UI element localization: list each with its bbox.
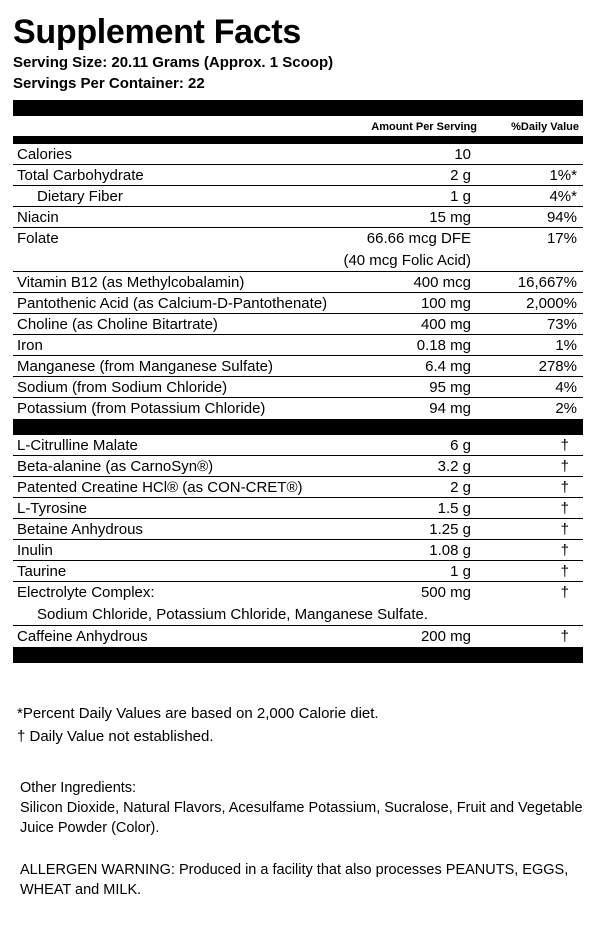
blend-row-creatine-hcl <box>13 477 583 498</box>
nutrient-amount: 0.18 mg <box>416 337 471 354</box>
dagger-footnote: † Daily Value not established. <box>17 728 214 745</box>
ingredient-amount: 1.5 g <box>437 500 471 517</box>
panel-title: Supplement Facts <box>13 13 302 51</box>
nutrient-row-vitamin-b12 <box>13 272 583 293</box>
folate-amount-folic-acid: (40 mcg Folic Acid) <box>343 252 471 269</box>
ingredient-amount: 6 g <box>450 437 471 454</box>
nutrient-row-iron <box>13 335 583 356</box>
nutrient-row-total-carbohydrate <box>13 165 583 186</box>
nutrient-amount: 400 mcg <box>413 274 471 291</box>
ingredient-amount: 1 g <box>450 563 471 580</box>
ingredient-amount: 1.25 g <box>429 521 471 538</box>
nutrient-amount: 1 g <box>450 188 471 205</box>
daily-value-column-label: %Daily Value <box>511 121 579 133</box>
ingredient-name: Beta-alanine (as CarnoSyn®) <box>17 458 214 475</box>
ingredient-name: Taurine <box>17 563 67 580</box>
servings-per-container: Servings Per Container: 22 <box>13 75 205 92</box>
nutrient-name: Iron <box>17 337 43 354</box>
nutrient-amount: 100 mg <box>420 295 471 312</box>
ingredient-name: Inulin <box>17 542 53 559</box>
nutrient-name: Niacin <box>17 209 59 226</box>
nutrient-daily-value: 4% <box>555 379 577 396</box>
dagger-mark: † <box>560 521 569 538</box>
nutrient-amount: 10 <box>454 146 471 163</box>
column-header <box>13 116 583 136</box>
percent-daily-footnote: *Percent Daily Values are based on 2,000 Calorie diet. <box>17 705 379 722</box>
dagger-mark: † <box>560 458 569 475</box>
amount-column-label: Amount Per Serving <box>371 121 477 133</box>
nutrient-daily-value: 2% <box>555 400 577 417</box>
nutrient-name: Potassium (from Potassium Chloride) <box>17 400 266 417</box>
ingredient-name: L-Tyrosine <box>17 500 88 517</box>
serving-size: Serving Size: 20.11 Grams (Approx. 1 Scoop) <box>13 54 334 71</box>
supplement-facts-panel <box>13 12 583 663</box>
dagger-mark: † <box>560 628 569 645</box>
nutrient-amount: 400 mg <box>420 316 471 333</box>
nutrient-daily-value: 278% <box>538 358 577 375</box>
ingredient-name: Electrolyte Complex: <box>17 584 155 601</box>
nutrient-daily-value: 17% <box>546 230 577 247</box>
nutrient-daily-value: 73% <box>546 316 577 333</box>
nutrient-daily-value: 1% <box>555 337 577 354</box>
dagger-mark: † <box>560 584 569 601</box>
blend-row-electrolyte-complex <box>13 582 583 626</box>
ingredient-name: Patented Creatine HCl® (as CON-CRET®) <box>17 479 303 496</box>
nutrient-name: Total Carbohydrate <box>17 167 144 184</box>
blend-row-l-tyrosine <box>13 498 583 519</box>
blend-row-betaine-anhydrous <box>13 519 583 540</box>
bottom-divider-bar <box>13 647 583 663</box>
nutrient-name: Choline (as Choline Bitartrate) <box>17 316 218 333</box>
nutrient-name: Dietary Fiber <box>37 188 123 205</box>
nutrient-daily-value: 94% <box>546 209 577 226</box>
nutrient-row-sodium <box>13 377 583 398</box>
blend-divider-bar <box>13 419 583 435</box>
nutrient-amount: 95 mg <box>429 379 471 396</box>
nutrient-row-potassium <box>13 398 583 419</box>
allergen-warning: ALLERGEN WARNING: Produced in a facility that also processes PEANUTS, EGGS, WHEAT and MILK. <box>20 862 569 898</box>
blend-row-l-citrulline-malate <box>13 435 583 456</box>
blend-row-beta-alanine <box>13 456 583 477</box>
nutrient-name: Folate <box>17 230 59 247</box>
nutrient-amount <box>343 228 471 272</box>
nutrient-row-pantothenic-acid <box>13 293 583 314</box>
ingredient-name: Caffeine Anhydrous <box>17 628 148 645</box>
nutrient-row-niacin <box>13 207 583 228</box>
nutrient-daily-value: 4%* <box>549 188 577 205</box>
dagger-mark: † <box>560 500 569 517</box>
nutrient-name: Manganese (from Manganese Sulfate) <box>17 358 273 375</box>
ingredient-amount: 1.08 g <box>429 542 471 559</box>
nutrient-name: Sodium (from Sodium Chloride) <box>17 379 228 396</box>
ingredient-amount: 500 mg <box>420 584 471 601</box>
nutrient-amount: 94 mg <box>429 400 471 417</box>
other-ingredients-text: Silicon Dioxide, Natural Flavors, Acesulfame Potassium, Sucralose, Fruit and Vegetable Juice Powder (Color). <box>20 800 583 836</box>
nutrient-name: Calories <box>17 146 73 163</box>
dagger-mark: † <box>560 479 569 496</box>
nutrient-amount: 15 mg <box>429 209 471 226</box>
ingredient-amount: 200 mg <box>420 628 471 645</box>
folate-amount-dfe: 66.66 mcg DFE <box>366 230 471 247</box>
dagger-mark: † <box>560 437 569 454</box>
nutrient-daily-value: 16,667% <box>517 274 577 291</box>
nutrient-row-dietary-fiber <box>13 186 583 207</box>
electrolyte-components: Sodium Chloride, Potassium Chloride, Manganese Sulfate. <box>37 606 429 623</box>
nutrient-name: Pantothenic Acid (as Calcium-D-Pantothenate) <box>17 295 328 312</box>
nutrient-row-choline <box>13 314 583 335</box>
nutrient-daily-value: 1%* <box>549 167 577 184</box>
nutrient-name: Vitamin B12 (as Methylcobalamin) <box>17 274 245 291</box>
nutrient-row-folate <box>13 228 583 272</box>
ingredient-amount: 2 g <box>450 479 471 496</box>
other-ingredients-label: Other Ingredients: <box>20 780 137 796</box>
top-divider-bar <box>13 100 583 116</box>
nutrient-row-calories <box>13 144 583 165</box>
nutrient-daily-value: 2,000% <box>526 295 577 312</box>
ingredient-name: L-Citrulline Malate <box>17 437 138 454</box>
footnotes <box>17 702 379 748</box>
nutrient-row-manganese <box>13 356 583 377</box>
header-divider-bar <box>13 136 583 144</box>
nutrient-amount: 2 g <box>450 167 471 184</box>
blend-row-taurine <box>13 561 583 582</box>
ingredient-name: Betaine Anhydrous <box>17 521 143 538</box>
blend-row-inulin <box>13 540 583 561</box>
blend-row-caffeine-anhydrous <box>13 626 583 647</box>
nutrient-amount: 6.4 mg <box>425 358 471 375</box>
ingredient-amount: 3.2 g <box>437 458 471 475</box>
other-ingredients <box>20 778 588 838</box>
dagger-mark: † <box>560 563 569 580</box>
dagger-mark: † <box>560 542 569 559</box>
